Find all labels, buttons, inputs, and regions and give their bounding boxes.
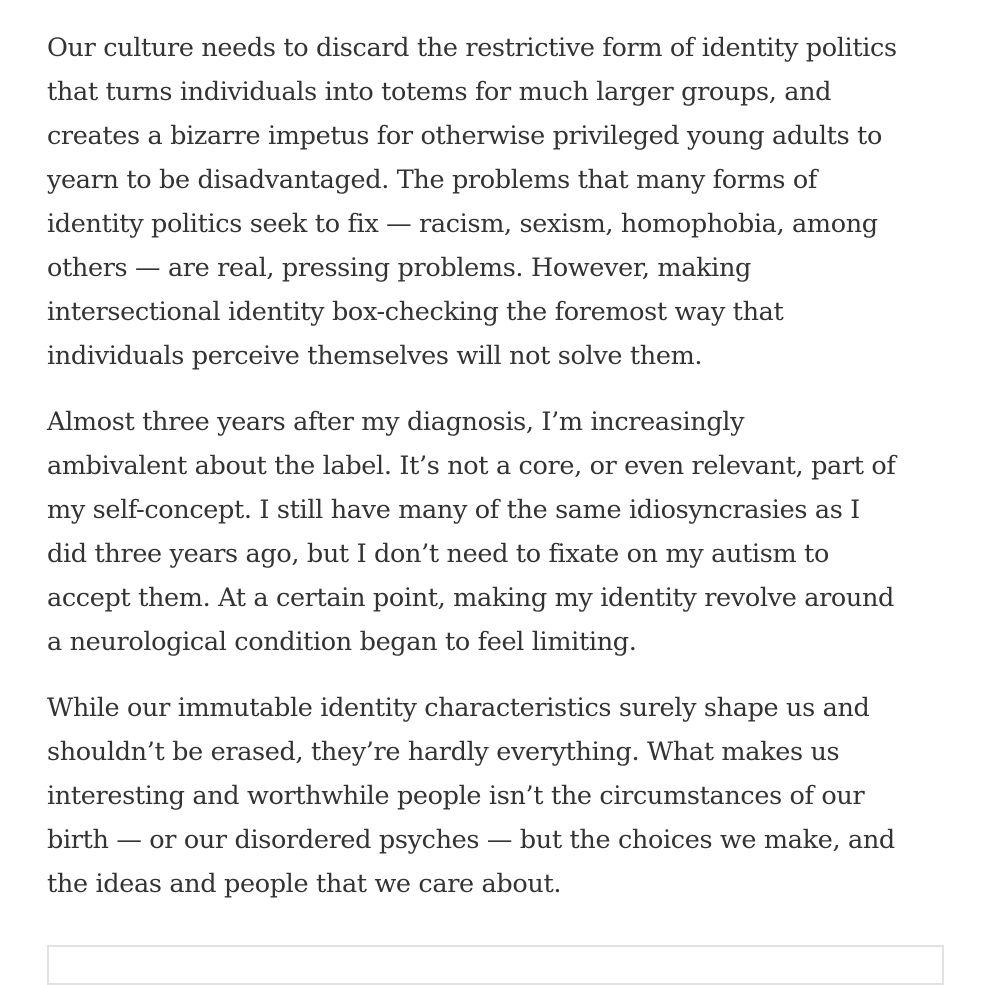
- text-line: ambivalent about the label. It’s not a core, or even relevant, part of: [47, 451, 896, 481]
- embedded-content-box: [47, 945, 944, 985]
- text-line: While our immutable identity characteristics surely shape us and: [47, 693, 870, 723]
- text-line: intersectional identity box-checking the foremost way that: [47, 297, 784, 327]
- text-line: my self-concept. I still have many of the same idiosyncrasies as I: [47, 495, 860, 525]
- paragraph-3: [47, 686, 957, 906]
- text-line: accept them. At a certain point, making my identity revolve around: [47, 583, 895, 613]
- text-line: Our culture needs to discard the restrictive form of identity politics: [47, 33, 897, 63]
- text-line: identity politics seek to fix — racism, sexism, homophobia, among: [47, 209, 878, 239]
- article-body: [47, 26, 957, 928]
- text-line: birth — or our disordered psyches — but the choices we make, and: [47, 825, 895, 855]
- text-line: the ideas and people that we care about.: [47, 869, 562, 899]
- text-line: yearn to be disadvantaged. The problems that many forms of: [47, 165, 817, 195]
- text-line: a neurological condition began to feel limiting.: [47, 627, 637, 657]
- text-line: shouldn’t be erased, they’re hardly everything. What makes us: [47, 737, 840, 767]
- paragraph-1: [47, 26, 957, 378]
- text-line: Almost three years after my diagnosis, I’m increasingly: [47, 407, 745, 437]
- text-line: that turns individuals into totems for much larger groups, and: [47, 77, 832, 107]
- paragraph-2: [47, 400, 957, 664]
- text-line: individuals perceive themselves will not solve them.: [47, 341, 703, 371]
- text-line: interesting and worthwhile people isn’t the circumstances of our: [47, 781, 865, 811]
- text-line: creates a bizarre impetus for otherwise privileged young adults to: [47, 121, 882, 151]
- text-line: did three years ago, but I don’t need to fixate on my autism to: [47, 539, 829, 569]
- text-line: others — are real, pressing problems. However, making: [47, 253, 752, 283]
